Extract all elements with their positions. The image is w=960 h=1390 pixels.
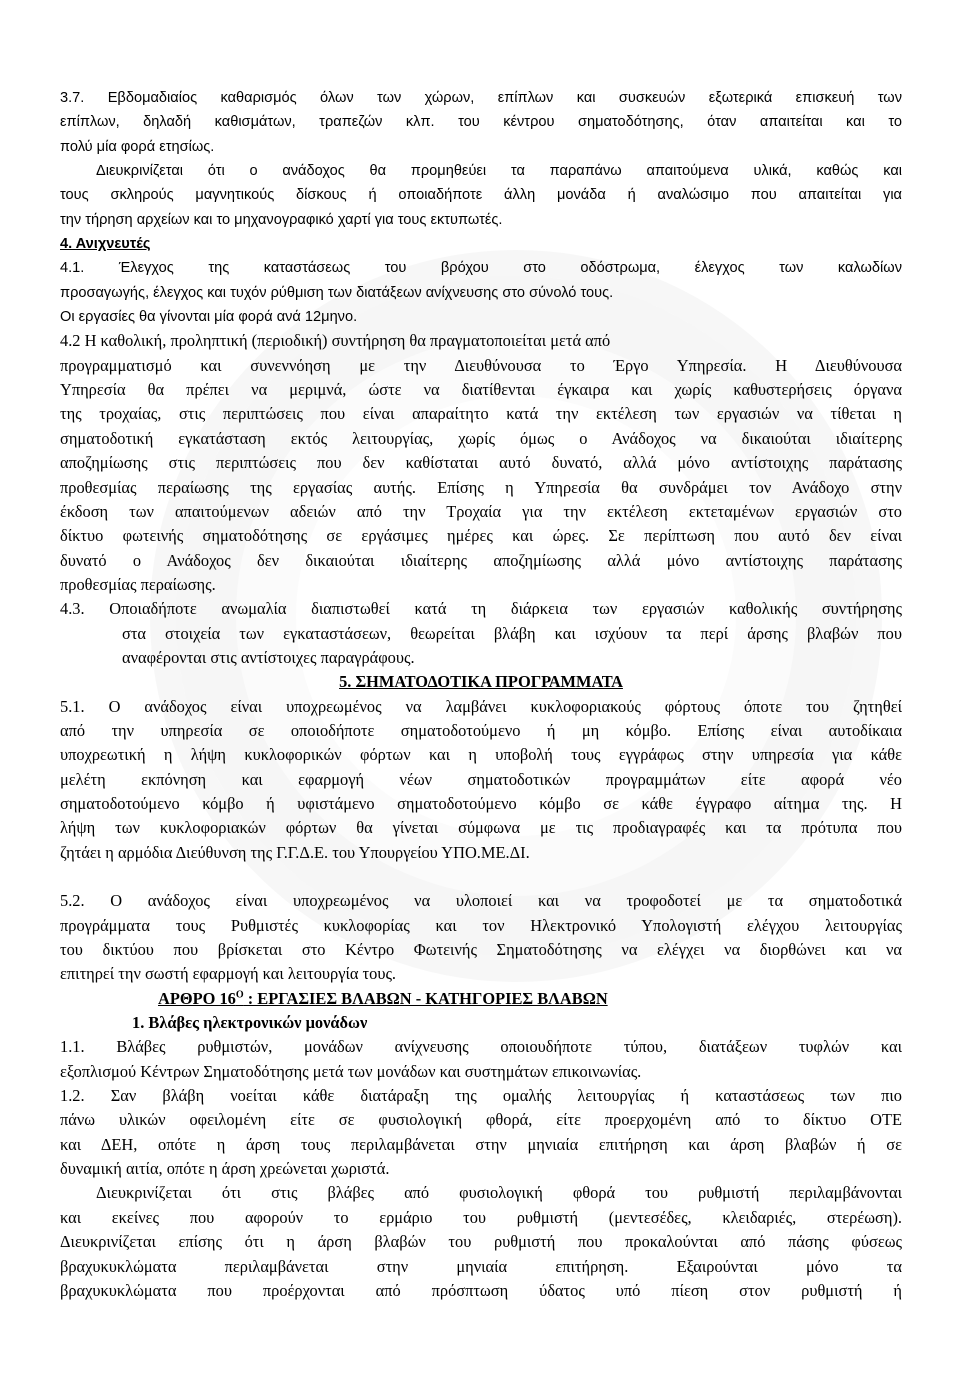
text-line: 5. ΣΗΜΑΤΟΔΟΤΙΚΑ ΠΡΟΓΡΑΜΜΑΤΑ — [339, 672, 623, 692]
text-line: σηματοδοτούμενο κόμβο ή υφιστάμενο σηματοδοτούμενο κόμβο σε κάθε έγγραφο αίτημα της. Η — [60, 793, 902, 813]
text-line: υποχρεωτική η λήψη κυκλοφορικών φόρτων και η υποβολή τους εγγράφως στην υπηρεσία για κάθε — [60, 745, 902, 765]
text-line: και ΔΕΗ, οπότε η άρση τους περιλαμβάνεται στην μηνιαία επιτήρηση και άρση βλαβών ή σε — [60, 1134, 902, 1154]
text-line: εξοπλισμού Κέντρων Σηματοδότησης μετά των μονάδων και συστημάτων επικοινωνίας. — [60, 1061, 642, 1081]
text-line: δίκτυο φωτεινής σηματοδότησης σε εργάσιμες ημέρες και ώρες. Σε περίπτωση που αυτό δεν είναι — [60, 526, 902, 546]
text-line: Διευκρινίζεται ότι ο ανάδοχος θα προμηθεύει τα παραπάνω απαιτούμενα υλικά, καθώς και — [96, 163, 902, 180]
text-line: και εκείνες που αφορούν το ερμάριο του ρυθμιστή (μεντεσέδες, κλειδαριές, στερέωση). — [60, 1207, 902, 1227]
text-line: μελέτη εκπόνηση και εφαρμογή νέων σηματοδοτικών προγραμμάτων είτε αφορά νέο — [60, 769, 902, 789]
text-line: δυνατό ο Ανάδοχος δεν δικαιούται ιδιαίτερης αποζημίωσης αλλά μόνο αντίστοιχης παράτασης — [60, 550, 902, 570]
document-body — [60, 86, 902, 1303]
text-line: βραχυκυκλώματα που προέρχονται από πρόσπτωση ύδατος υπό πίεση στον ρυθμιστή ή — [60, 1280, 902, 1300]
text-line: σηματοδοτική εγκατάσταση εκτός λειτουργίας, χωρίς όμως ο Ανάδοχος να δικαιούται ιδιαίτερης — [60, 428, 902, 448]
text-line: προγραμματισμό και συνεννόηση με την Διευθύνουσα το Έργο Υπηρεσία. Η Διευθύνουσα — [60, 355, 902, 375]
text-line: επίπλων, δηλαδή καθισμάτων, τραπεζών κλπ. του κέντρου σηματοδότησης, όταν απαιτείται και το — [60, 114, 902, 131]
text-line: επιτηρεί την σωστή εφαρμογή και λειτουργία τους. — [60, 964, 397, 984]
text-line: Οι εργασίες θα γίνονται μία φορά ανά 12μηνο. — [60, 309, 358, 326]
text-line: βραχυκυκλώματα περιλαμβάνεται στην μηνιαία επιτήρηση. Εξαιρούνται μόνο τα — [60, 1256, 902, 1276]
text-line: 1.2. Σαν βλάβη νοείται κάθε διατάραξη της ομαλής λειτουργίας ή καταστάσεως των πιο — [60, 1086, 902, 1106]
text-line: 3.7. Εβδομαδιαίος καθαρισμός όλων των χώρων, επίπλων και συσκευών εξωτερικά επισκευή των — [60, 90, 902, 106]
text-line: αναφέρονται στις αντίστοιχες παραγράφους. — [122, 647, 415, 667]
text-line: στα στοιχεία των εγκαταστάσεων, θεωρείται βλάβη και ισχύουν τα περί άρσης βλαβών που — [122, 623, 902, 643]
text-line: 1.1. Βλάβες ρυθμιστών, μονάδων ανίχνευσης οποιουδήποτε τύπου, διατάξεων τυφλών και — [60, 1037, 902, 1057]
text-line: προγράμματα τους Ρυθμιστές κυκλοφορίας και τον Ηλεκτρονικό Υπολογιστή ελέγχου λειτουργίας — [60, 915, 902, 935]
text-line: πολύ μία φορά ετησίως. — [60, 138, 215, 155]
text-line: τους σκληρούς μαγνητικούς δίσκους ή οποιαδήποτε άλλη μονάδα ή αναλώσιμο που απαιτείται για — [60, 187, 902, 204]
text-line: Υπηρεσία θα πρέπει να μεριμνά, ώστε να διατίθενται έγκαιρα και χωρίς καθυστερήσεις όργανα — [60, 380, 902, 400]
text-line: ΑΡΘΡΟ $16^O$ : ΕΡΓΑΣΙΕΣ ΒΛΑΒΩΝ - ΚΑΤΗΓΟΡΙΕΣ ΒΛΑΒΩΝ — [158, 988, 608, 1008]
text-line: Διευκρινίζεται επίσης ότι η άρση βλαβών του ρυθμιστή που προκαλούνται από πάσης φύσεως — [60, 1232, 902, 1252]
text-line: δυναμική αιτία, οπότε η άρση χρεώνεται χωριστά. — [60, 1159, 390, 1179]
text-line: την τήρηση αρχείων και το μηχανογραφικό χαρτί για τους εκτυπωτές. — [60, 211, 503, 228]
text-line: από την υπηρεσία σε οποιοδήποτε σηματοδοτούμενο ή μη κόμβο. Επίσης είναι αυτοδίκαια — [60, 720, 902, 740]
blank-line — [60, 865, 902, 889]
text-line: 1. Βλάβες ηλεκτρονικών μονάδων — [132, 1013, 368, 1033]
text-line: ζητάει η αρμόδια Διεύθυνση της Γ.Γ.Δ.Ε. του Υπουργείου ΥΠΟ.ΜΕ.ΔΙ. — [60, 842, 530, 862]
text-line: 4. Ανιχνευτές — [60, 236, 151, 253]
text-line: 4.1. Έλεγχος της καταστάσεως του βρόχου στο οδόστρωμα, έλεγχος των καλωδίων — [60, 260, 902, 277]
text-line: λήψη των κυκλοφοριακών φόρτων θα γίνεται σύμφωνα με τις προδιαγραφές και τα πρότυπα που — [60, 818, 902, 838]
text-line: 4.2 Η καθολική, προληπτική (περιοδική) συντήρηση θα πραγματοποιείται μετά από — [60, 331, 611, 351]
text-line: αποζημίωσης στις περιπτώσεις που δεν καθίσταται αυτό δυνατό, αλλά μόνο αντίστοιχης παράτασης — [60, 453, 902, 473]
text-line: προθεσμίας περαίωσης της εργασίας αυτής. Επίσης η Υπηρεσία θα συνδράμει τον Ανάδοχο στην — [60, 477, 902, 497]
text-line: Διευκρινίζεται ότι στις βλάβες από φυσιολογική φθορά του ρυθμιστή περιλαμβάνονται — [96, 1183, 902, 1203]
text-line: προθεσμίας περαίωσης. — [60, 574, 216, 594]
text-line: 4.3. Οποιαδήποτε ανωμαλία διαπιστωθεί κατά τη διάρκεια των εργασιών καθολικής συντήρησης — [60, 599, 902, 619]
text-line: προσαγωγής, έλεγχος και τυχόν ρύθμιση των διατάξεων ανίχνευσης στο σύνολό τους. — [60, 284, 614, 301]
text-line: πάνω υλικών οφειλομένη είτε σε φυσιολογική φθορά, είτε προερχομένη από το δίκτυο ΟΤΕ — [60, 1110, 902, 1130]
text-line: 5.2. Ο ανάδοχος είναι υποχρεωμένος να υλοποιεί και να τροφοδοτεί με τα σηματοδοτικά — [60, 891, 902, 911]
text-line: έκδοση των απαιτούμενων αδειών από την Τροχαία για την εκτέλεση εκτεταμένων εργασιών στο — [60, 501, 902, 521]
text-line: 5.1. Ο ανάδοχος είναι υποχρεωμένος να λαμβάνει κυκλοφοριακούς φόρτους όποτε του ζητηθεί — [60, 696, 902, 716]
text-line: του δικτύου που βρίσκεται στο Κέντρο Φωτεινής Σηματοδότησης να ελέγχει να διορθώνει και να — [60, 940, 902, 960]
text-line: της τροχαίας, στις περιπτώσεις που είναι απαραίτητο κατά την εκτέλεση των εργασιών να τίθεται η — [60, 404, 902, 424]
